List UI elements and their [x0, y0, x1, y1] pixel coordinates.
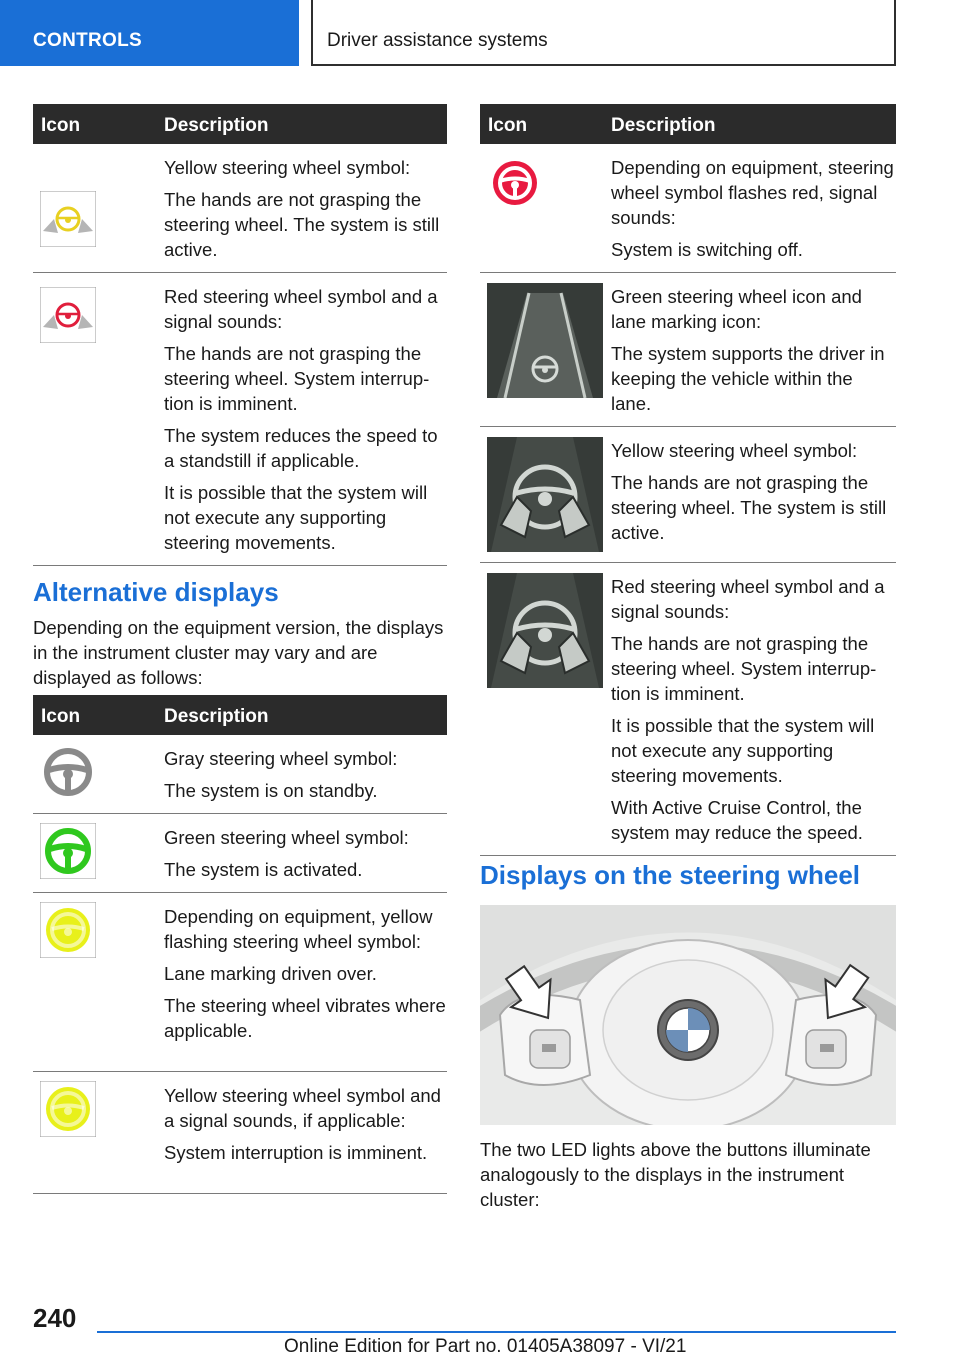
- row-text: With Active Cruise Control, the system may reduce the speed.: [611, 797, 863, 843]
- header-chapter-box: [311, 0, 896, 66]
- row-text: Lane marking driven over.: [164, 963, 377, 984]
- col-icon-header: Icon: [488, 115, 528, 136]
- col-icon-header: Icon: [41, 706, 81, 727]
- section-title-alternative-displays: Alternative displays: [33, 577, 279, 607]
- col-description-header: Description: [611, 115, 716, 136]
- table-row: [480, 427, 896, 563]
- col-description-header: Description: [164, 706, 269, 727]
- header-section-tab: [0, 0, 299, 66]
- row-title: Gray steering wheel symbol:: [164, 748, 398, 769]
- table-row: [33, 893, 447, 1072]
- row-text: The system is on standby.: [164, 780, 378, 801]
- table-row: [480, 563, 896, 856]
- row-text: System is switching off.: [611, 239, 803, 260]
- yellow-wheel-hands-display-icon: [487, 437, 603, 552]
- row-text: The hands are not grasping the steering wheel. System interruption is imminent.: [164, 343, 430, 414]
- table-header: [33, 104, 447, 144]
- row-title: Yellow steering wheel symbol and a signal sounds, if applicable:: [164, 1085, 441, 1131]
- gray-steering-wheel-icon: [40, 744, 96, 800]
- header-section-label: CONTROLS: [33, 30, 143, 51]
- row-text: It is possible that the system will not execute any supporting steering movements.: [164, 482, 428, 553]
- row-text: The steering wheel vibrates where applicable.: [164, 995, 446, 1041]
- row-title: Depending on equipment, steering wheel symbol flashes red, signal sounds:: [611, 157, 894, 228]
- steering-wheel-illustration: [480, 905, 896, 1125]
- footer-edition-text: Online Edition for Part no. 01405A38097 - VI/21: [284, 1336, 687, 1357]
- red-steering-wheel-hands-icon: [40, 287, 96, 343]
- row-text: The hands are not grasping the steering wheel. The system is still active.: [611, 472, 887, 543]
- section-intro-text: Depending on the equipment version, the displays in the instrument cluster may vary and are displayed as follows:: [33, 617, 444, 688]
- page-number: 240: [33, 1303, 77, 1333]
- table-row: [33, 814, 447, 893]
- row-title: Red steering wheel symbol and a signal sounds:: [164, 286, 438, 332]
- table-header: [33, 695, 447, 735]
- row-text: System interruption is imminent.: [164, 1142, 428, 1163]
- row-title: Yellow steering wheel symbol:: [611, 440, 858, 461]
- steering-wheel-caption: The two LED lights above the buttons illuminate analogously to the displays in the instrument cluster:: [480, 1139, 871, 1210]
- row-text: The system is activated.: [164, 859, 363, 880]
- green-steering-wheel-icon: [40, 823, 96, 879]
- table-header: [480, 104, 896, 144]
- row-title: Yellow steering wheel symbol:: [164, 157, 411, 178]
- icon-table-left-top: [33, 104, 447, 566]
- yellow-steering-wheel-hands-icon: [40, 191, 96, 247]
- icon-table-left-bottom: [33, 695, 447, 1194]
- yellow-steering-wheel-signal-icon: [40, 1081, 96, 1137]
- header-chapter-label: Driver assistance systems: [327, 30, 548, 51]
- col-description-header: Description: [164, 115, 269, 136]
- table-row: [33, 735, 447, 814]
- footer-divider: [97, 1331, 896, 1333]
- col-icon-header: Icon: [41, 115, 81, 136]
- row-title: Green steering wheel icon and lane marking icon:: [611, 286, 862, 332]
- row-title: Depending on equipment, yellow flashing steering wheel symbol:: [164, 906, 433, 952]
- row-text: The hands are not grasping the steering wheel. The system is still active.: [164, 189, 440, 260]
- row-title: Red steering wheel symbol and a signal sounds:: [611, 576, 885, 622]
- red-wheel-hands-display-icon: [487, 573, 603, 688]
- table-row: [33, 1072, 447, 1194]
- table-row: [33, 273, 447, 566]
- icon-table-right: [480, 104, 896, 856]
- row-text: The hands are not grasping the steering wheel. System interruption is imminent.: [611, 633, 877, 704]
- table-row: [33, 144, 447, 273]
- yellow-flashing-steering-wheel-icon: [40, 902, 96, 958]
- row-text: The system reduces the speed to a standstill if applicable.: [164, 425, 438, 471]
- row-text: It is possible that the system will not execute any supporting steering movements.: [611, 715, 875, 786]
- table-row: [480, 273, 896, 427]
- green-wheel-lane-marking-icon: [487, 283, 603, 398]
- table-row: [480, 144, 896, 273]
- section-title-steering-wheel-displays: Displays on the steering wheel: [480, 860, 860, 890]
- red-flashing-steering-wheel-icon: [487, 155, 543, 211]
- row-text: The system supports the driver in keeping the vehicle within the lane.: [611, 343, 885, 414]
- row-title: Green steering wheel symbol:: [164, 827, 409, 848]
